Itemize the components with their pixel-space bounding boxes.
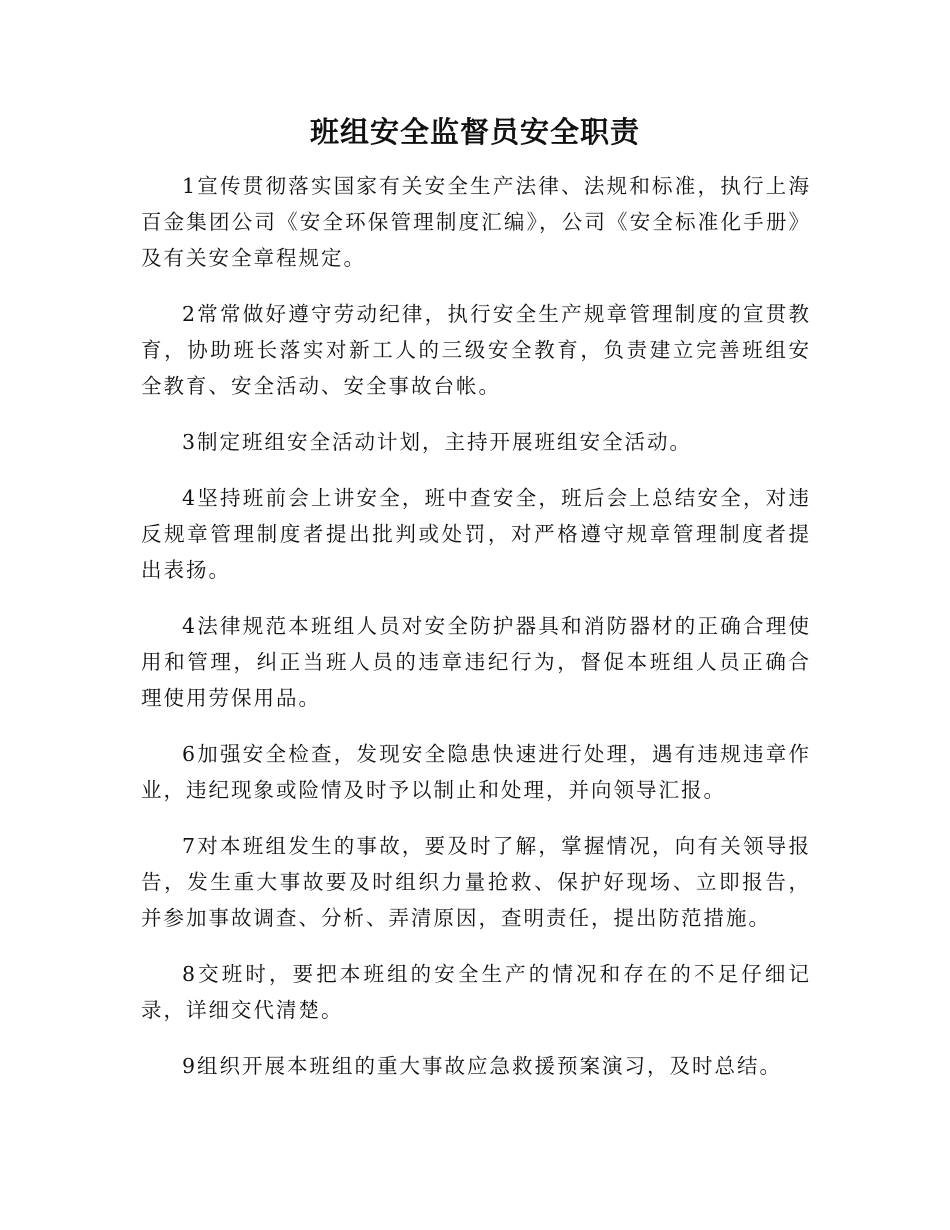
page-title: 班组安全监督员安全职责	[309, 115, 640, 149]
paragraph-8: 8交班时，要把本班组的安全生产的情况和存在的不足仔细记录，详细交代清楚。	[141, 962, 811, 1022]
paragraph-7: 7对本班组发生的事故，要及时了解，掌握情况，向有关领导报告，发生重大事故要及时组织力量抢救、保护好现场、立即报告，并参加事故调查、分析、弄清原因，查明责任，提出防范措施。	[141, 834, 811, 930]
paragraph-5: 4法律规范本班组人员对安全防护器具和消防器材的正确合理使用和管理，纠正当班人员的违章违纪行为，督促本班组人员正确合理使用劳保用品。	[141, 614, 811, 710]
paragraph-9: 9组织开展本班组的重大事故应急救援预案演习，及时总结。	[182, 1054, 783, 1078]
paragraph-2: 2常常做好遵守劳动纪律，执行安全生产规章管理制度的宣贯教育，协助班长落实对新工人的三级安全教育，负责建立完善班组安全教育、安全活动、安全事故台帐。	[141, 302, 811, 398]
paragraph-6: 6加强安全检查，发现安全隐患快速进行处理，遇有违规违章作业，违纪现象或险情及时予以制止和处理，并向领导汇报。	[141, 742, 811, 802]
paragraph-3: 3制定班组安全活动计划，主持开展班组安全活动。	[182, 430, 693, 454]
paragraph-1: 1宣传贯彻落实国家有关安全生产法律、法规和标准，执行上海百金集团公司《安全环保管理制度汇编》，公司《安全标准化手册》及有关安全章程规定。	[141, 174, 811, 270]
document-body	[141, 168, 811, 1104]
paragraph-4: 4坚持班前会上讲安全，班中查安全，班后会上总结安全，对违反规章管理制度者提出批判或处罚，对严格遵守规章管理制度者提出表扬。	[141, 486, 811, 582]
